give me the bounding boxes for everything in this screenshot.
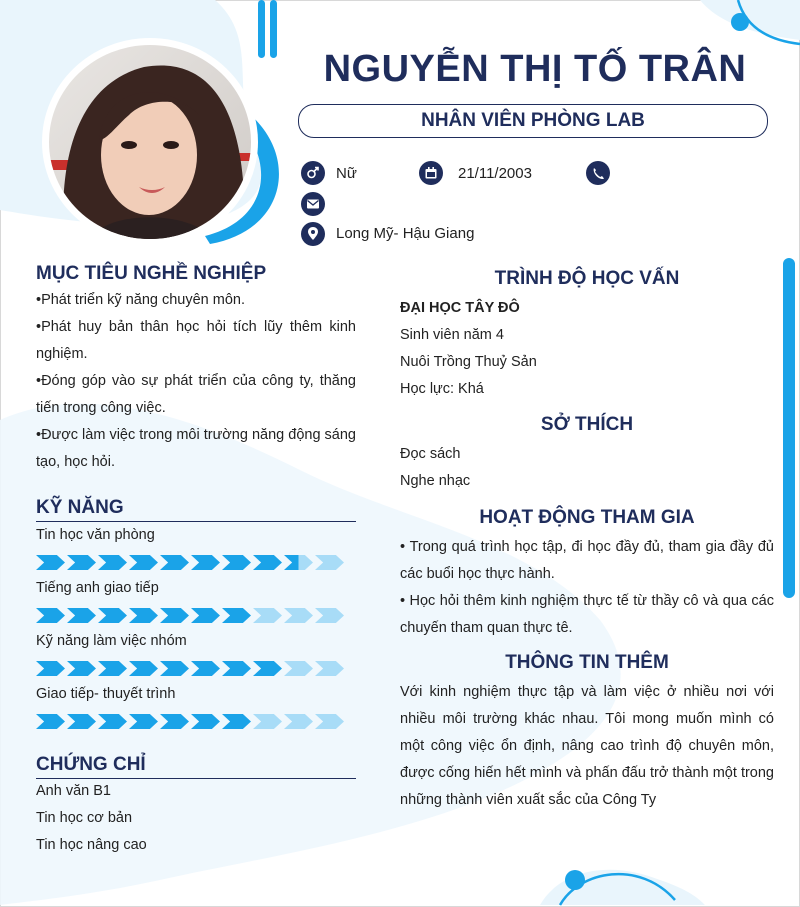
certificate-item: Anh văn B1 bbox=[36, 783, 111, 799]
objective-item: •Đóng góp vào sự phát triển của công ty, thăng tiến trong công việc. bbox=[36, 373, 356, 416]
skill-chevron bbox=[67, 608, 96, 623]
skill-chevron bbox=[284, 555, 313, 570]
skill-chevron bbox=[284, 661, 313, 676]
certificates-heading-text: CHỨNG CHỈ bbox=[36, 754, 146, 775]
birthdate-value: 21/11/2003 bbox=[458, 165, 532, 182]
candidate-name: NGUYỄN THỊ TỐ TRÂN bbox=[323, 48, 747, 90]
more-info-text: Với kinh nghiệm thực tập và làm việc ở nhiều nơi với nhiều môi trường khác nhau. Tôi mong muốn mình có một công việc ổn định, nâng cao trình độ chuyên môn, được cống hiến hết mình và phấn đấu trở thành một trong những thành viên xuất sắc của Công Ty bbox=[400, 684, 774, 808]
skill-chevron bbox=[222, 661, 251, 676]
skill-chevron bbox=[160, 608, 189, 623]
objective-item: •Được làm việc trong môi trường năng động sáng tạo, học hỏi. bbox=[36, 427, 356, 470]
education-line: Sinh viên năm 4 bbox=[400, 327, 504, 343]
education-line: Học lực: Khá bbox=[400, 381, 484, 397]
skill-chevron bbox=[315, 608, 344, 623]
skill-chevron bbox=[98, 661, 127, 676]
hobby-item: Nghe nhạc bbox=[400, 473, 471, 489]
school-name: ĐẠI HỌC TÂY ĐÔ bbox=[400, 300, 520, 316]
phone-icon bbox=[586, 161, 610, 185]
skill-label: Giao tiếp- thuyết trình bbox=[36, 686, 176, 702]
avatar-photo bbox=[49, 45, 251, 239]
skill-chevron bbox=[129, 661, 158, 676]
skill-label: Kỹ năng làm việc nhóm bbox=[36, 633, 187, 649]
skill-chevron bbox=[36, 661, 65, 676]
calendar-icon bbox=[419, 161, 443, 185]
skill-chevron bbox=[160, 714, 189, 729]
skill-chevron bbox=[253, 555, 282, 570]
skills-heading bbox=[36, 497, 356, 522]
skill-bar bbox=[36, 714, 344, 729]
hobbies-list bbox=[400, 441, 774, 495]
skill-chevron bbox=[129, 608, 158, 623]
hobbies-heading: SỞ THÍCH bbox=[540, 414, 634, 435]
skill-chevron bbox=[222, 608, 251, 623]
certificate-item: Tin học nâng cao bbox=[36, 837, 147, 853]
job-title-box bbox=[298, 104, 768, 138]
education-line: Nuôi Trồng Thuỷ Sản bbox=[400, 354, 537, 370]
skill-chevron bbox=[222, 555, 251, 570]
skill-chevron bbox=[129, 714, 158, 729]
location-icon bbox=[301, 222, 325, 246]
skill-chevron bbox=[191, 608, 220, 623]
skill-chevron bbox=[36, 608, 65, 623]
skill-label: Tiếng anh giao tiếp bbox=[36, 580, 159, 596]
skill-chevron bbox=[253, 714, 282, 729]
activities-heading: HOẠT ĐỘNG THAM GIA bbox=[479, 507, 695, 528]
certificate-item: Tin học cơ bản bbox=[36, 810, 133, 826]
certificates-list bbox=[36, 778, 356, 859]
skill-chevron bbox=[315, 555, 344, 570]
skill-chevron bbox=[315, 714, 344, 729]
skill-chevron bbox=[191, 714, 220, 729]
objective-list bbox=[36, 287, 356, 476]
email-icon bbox=[301, 192, 325, 216]
skill-bar bbox=[36, 555, 344, 570]
skill-chevron bbox=[36, 555, 65, 570]
education-block bbox=[400, 295, 774, 403]
objective-item: •Phát huy bản thân học hỏi tích lũy thêm kinh nghiệm. bbox=[36, 319, 356, 362]
skill-label: Tin học văn phòng bbox=[36, 527, 155, 543]
gender-icon bbox=[301, 161, 325, 185]
skill-chevron bbox=[67, 555, 96, 570]
skill-chevron bbox=[284, 608, 313, 623]
objective-item: •Phát triển kỹ năng chuyên môn. bbox=[36, 292, 246, 308]
skill-chevron bbox=[98, 608, 127, 623]
skill-chevron bbox=[129, 555, 158, 570]
job-title: NHÂN VIÊN PHÒNG LAB bbox=[421, 110, 645, 131]
skill-chevron bbox=[98, 714, 127, 729]
skill-chevron bbox=[222, 714, 251, 729]
objective-heading: MỤC TIÊU NGHỀ NGHIỆP bbox=[36, 263, 267, 284]
more-info-heading: THÔNG TIN THÊM bbox=[505, 652, 669, 673]
skill-chevron bbox=[160, 661, 189, 676]
skill-chevron bbox=[253, 608, 282, 623]
skills-heading-text: KỸ NĂNG bbox=[36, 497, 124, 518]
skill-chevron bbox=[67, 661, 96, 676]
activity-item: • Trong quá trình học tập, đi học đầy đủ, tham gia đầy đủ các buổi học thực hành. bbox=[400, 539, 774, 582]
skill-chevron bbox=[284, 714, 313, 729]
skill-chevron bbox=[315, 661, 344, 676]
skill-chevron bbox=[191, 661, 220, 676]
skill-chevron bbox=[67, 714, 96, 729]
address-value: Long Mỹ- Hậu Giang bbox=[336, 225, 475, 242]
certificates-heading bbox=[36, 754, 356, 779]
gender-value: Nữ bbox=[336, 165, 357, 182]
skill-bar bbox=[36, 608, 344, 623]
skill-chevron bbox=[160, 555, 189, 570]
activities-list bbox=[400, 534, 774, 642]
skill-chevron bbox=[253, 661, 282, 676]
education-heading: TRÌNH ĐỘ HỌC VẤN bbox=[494, 268, 680, 289]
activity-item: • Học hỏi thêm kinh nghiệm thực tế từ thầy cô và qua các chuyến tham quan thực tê. bbox=[400, 593, 774, 636]
hobby-item: Đọc sách bbox=[400, 446, 461, 462]
skill-chevron bbox=[98, 555, 127, 570]
skill-chevron bbox=[191, 555, 220, 570]
skill-chevron bbox=[36, 714, 65, 729]
skill-bar bbox=[36, 661, 344, 676]
